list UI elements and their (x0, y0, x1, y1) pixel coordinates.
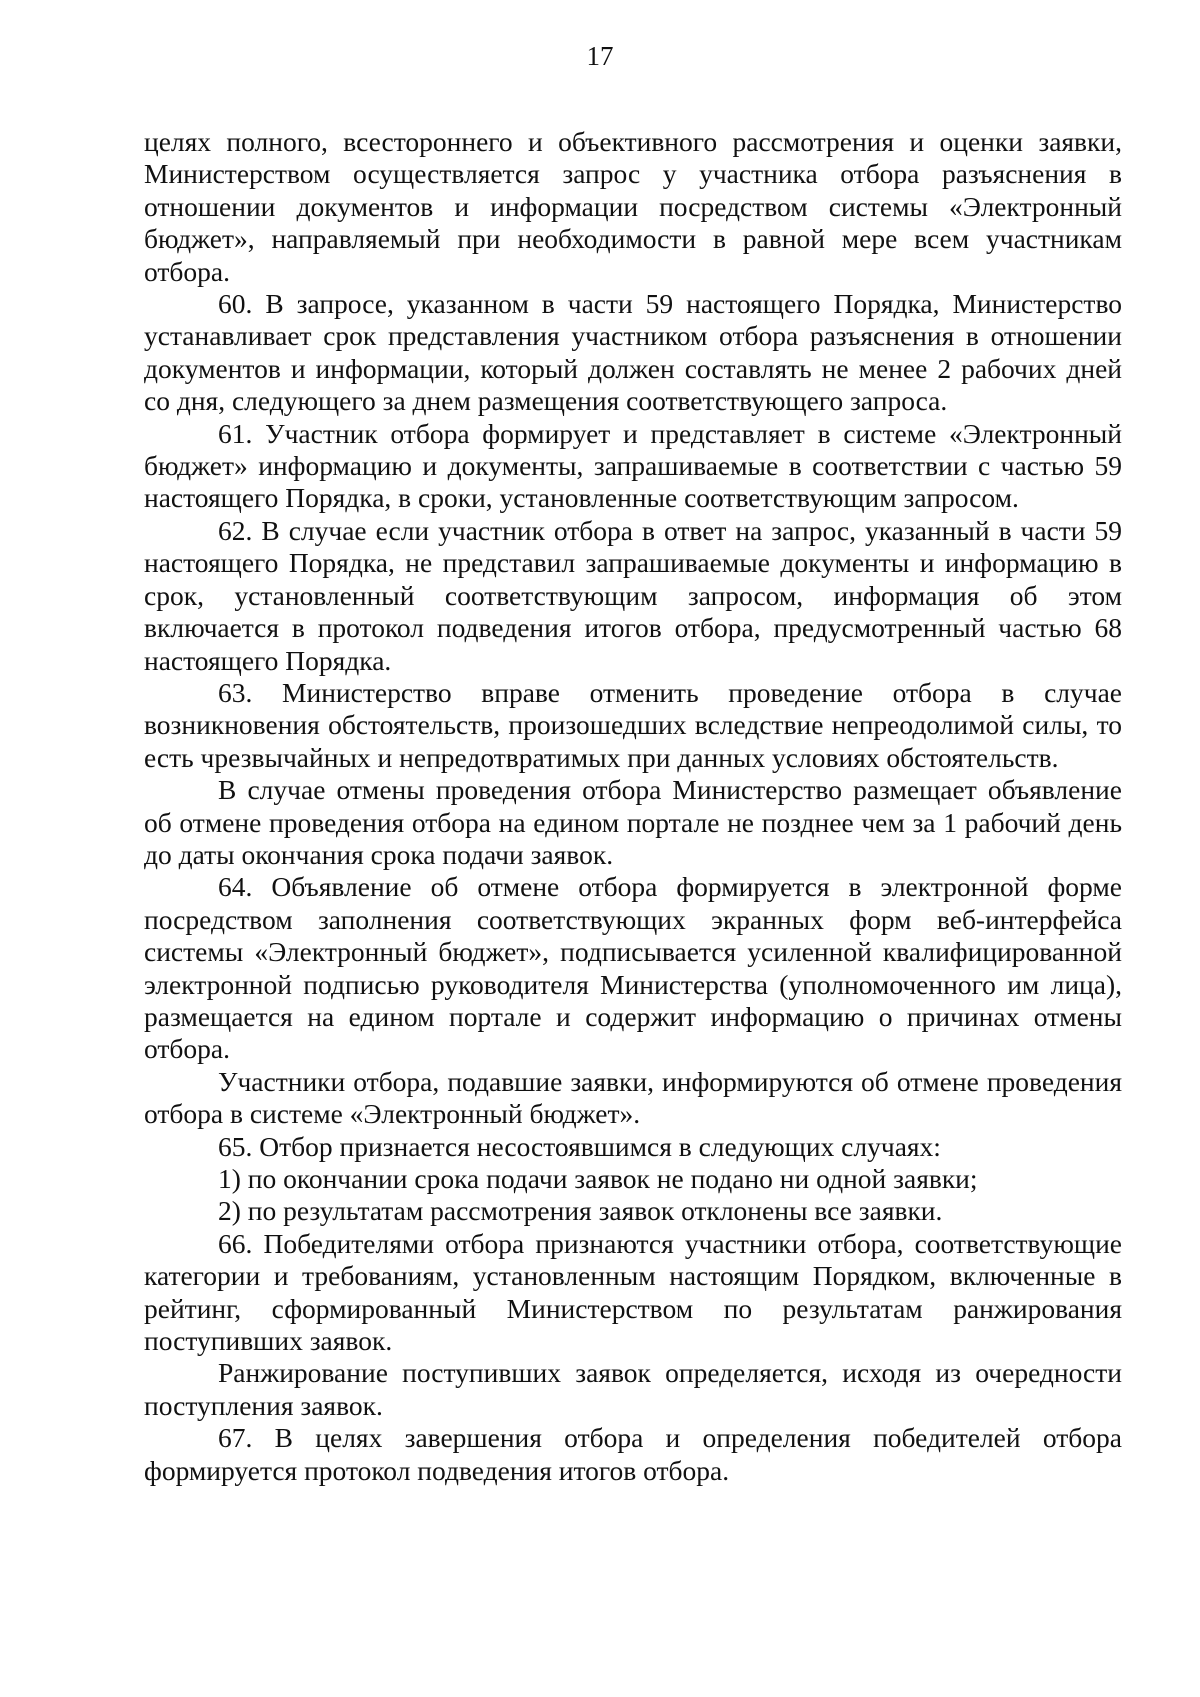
paragraph-61: 61. Участник отбора формирует и представляет в системе «Электронный бюджет» информацию и документы, запрашиваемые в соответствии с частью 59 настоящего Порядка, в сроки, установленные соответствующим запросом. (144, 417, 1122, 514)
paragraph-62: 62. В случае если участник отбора в ответ на запрос, указанный в части 59 настоящего Порядка, не представил запрашиваемые документы и информацию в срок, установленный соответствующим запросом, информация об этом включается в протокол подведения итогов отбора, предусмотренный частью 68 настоящего Порядка. (144, 514, 1122, 676)
paragraph-64: 64. Объявление об отмене отбора формируется в электронной форме посредством заполнения соответствующих экранных форм веб-интерфейса системы «Электронный бюджет», подписывается усиленной квалифицированной электронной подписью руководителя Министерства (уполномоченного им лица), размещается на едином портале и содержит информацию о причинах отмены отбора. (144, 871, 1122, 1065)
paragraph-65-item-1: 1) по окончании срока подачи заявок не подано ни одной заявки; (218, 1163, 978, 1194)
paragraph-59-continuation: целях полного, всестороннего и объективного рассмотрения и оценки заявки, Министерством осуществляется запрос у участника отбора разъяснения в отношении документов и информации посредством системы «Электронный бюджет», направляемый при необходимости в равной мере всем участникам отбора. (144, 126, 1122, 287)
paragraph-63-cancellation: В случае отмены проведения отбора Министерство размещает объявление об отмене проведения отбора на едином портале не позднее чем за 1 рабочий день до даты окончания срока подачи заявок. (144, 774, 1122, 870)
paragraph-60: 60. В запросе, указанном в части 59 настоящего Порядка, Министерство устанавливает срок представления участником отбора разъяснения в отношении документов и информации, который должен составлять не менее 2 рабочих дней со дня, следующего за днем размещения соответствующего запроса. (144, 288, 1122, 417)
paragraph-66: 66. Победителями отбора признаются участники отбора, соответствующие категории и требованиям, установленным настоящим Порядком, включенные в рейтинг, сформированный Министерством по результатам ранжирования поступивших заявок. (144, 1227, 1122, 1357)
document-body (144, 126, 1122, 1487)
paragraph-66-ranking: Ранжирование поступивших заявок определяется, исходя из очередности поступления заявок. (144, 1357, 1122, 1421)
paragraph-65-item-2: 2) по результатам рассмотрения заявок отклонены все заявки. (218, 1195, 943, 1227)
page-number: 17 (586, 41, 614, 71)
paragraph-64-participants: Участники отбора, подавшие заявки, информируются об отмене проведения отбора в системе «Электронный бюджет». (144, 1065, 1122, 1130)
paragraph-65: 65. Отбор признается несостоявшимся в следующих случаях: (218, 1130, 941, 1162)
paragraph-67: 67. В целях завершения отбора и определения победителей отбора формируется протокол подведения итогов отбора. (144, 1422, 1122, 1486)
paragraph-63: 63. Министерство вправе отменить проведение отбора в случае возникновения обстоятельств, произошедших вследствие непреодолимой силы, то есть чрезвычайных и непредотвратимых при данных условиях обстоятельств. (144, 676, 1122, 773)
